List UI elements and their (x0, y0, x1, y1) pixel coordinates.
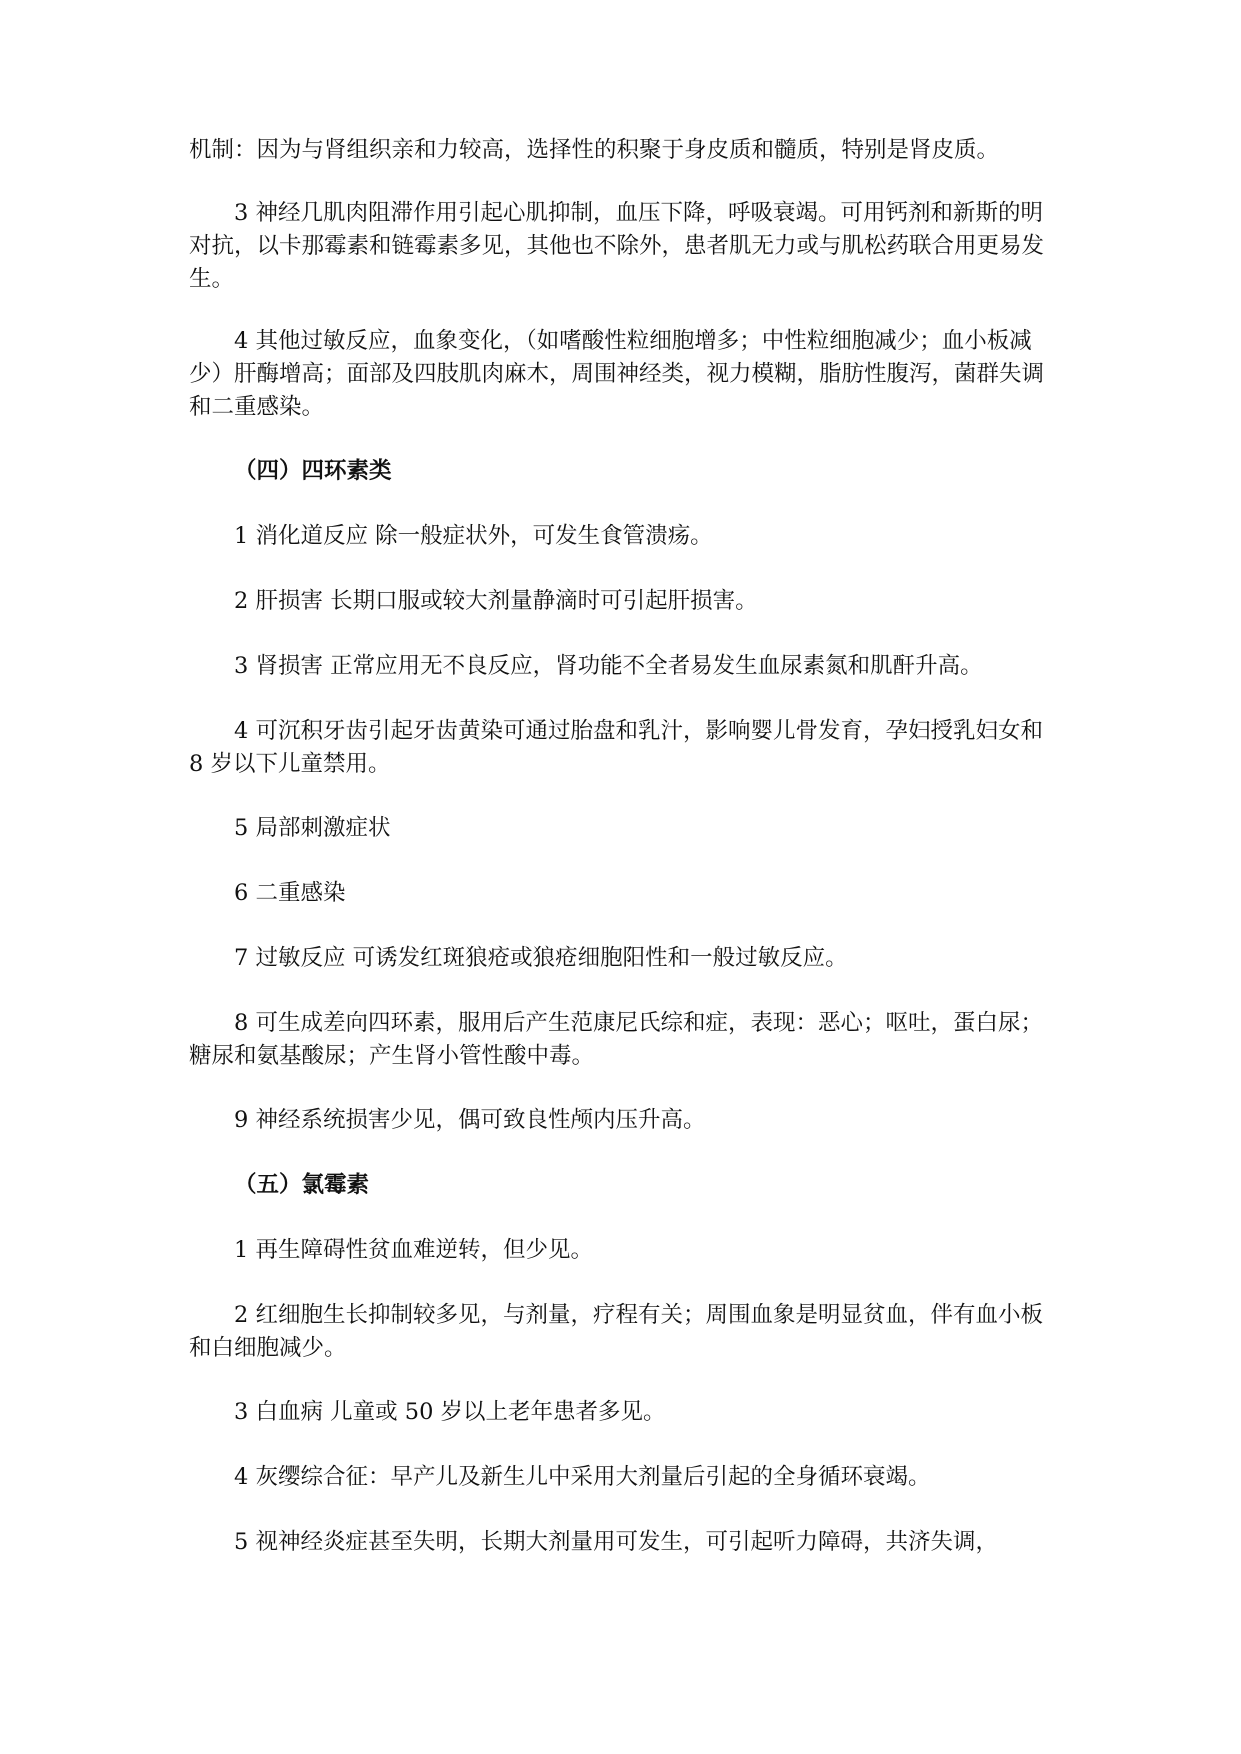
list-item: 2 肝损害 长期口服或较大剂量静滴时可引起肝损害。 (234, 588, 758, 614)
list-item: 4 可沉积牙齿引起牙齿黄染可通过胎盘和乳汁，影响婴儿骨发育，孕妇授乳妇女和 8 岁以下儿童禁用。 (189, 718, 1043, 777)
list-item: 2 红细胞生长抑制较多见，与剂量，疗程有关；周围血象是明显贫血，伴有血小板和白细胞减少。 (189, 1302, 1043, 1361)
list-item: 6 二重感染 (234, 880, 346, 906)
list-item: 5 局部刺激症状 (234, 815, 391, 841)
list-item: 7 过敏反应 可诱发红斑狼疮或狼疮细胞阳性和一般过敏反应。 (234, 945, 848, 971)
list-item: 3 白血病 儿童或 50 岁以上老年患者多见。 (234, 1399, 666, 1425)
list-item: 3 肾损害 正常应用无不良反应，肾功能不全者易发生血尿素氮和肌酐升高。 (234, 653, 983, 679)
section-heading-chloramphenicol: （五）氯霉素 (234, 1172, 370, 1198)
list-item: 8 可生成差向四环素，服用后产生范康尼氏综和症，表现：恶心；呕吐，蛋白尿；糖尿和氨基酸尿；产生肾小管性酸中毒。 (189, 1010, 1043, 1069)
list-item: 5 视神经炎症甚至失明，长期大剂量用可发生，可引起听力障碍，共济失调， (234, 1529, 998, 1555)
paragraph-mechanism: 机制：因为与肾组织亲和力较高，选择性的积聚于身皮质和髓质，特别是肾皮质。 (189, 137, 1000, 163)
section-heading-tetracycline: （四）四环素类 (234, 458, 392, 484)
list-item: 1 再生障碍性贫血难逆转，但少见。 (234, 1237, 593, 1263)
paragraph-item-3: 3 神经几肌肉阻滞作用引起心肌抑制，血压下降，呼吸衰竭。可用钙剂和新斯的明对抗，以卡那霉素和链霉素多见，其他也不除外，患者肌无力或与肌松药联合用更易发生。 (189, 200, 1045, 292)
list-item: 9 神经系统损害少见，偶可致良性颅内压升高。 (234, 1107, 706, 1133)
paragraph-item-4: 4 其他过敏反应，血象变化，（如嗜酸性粒细胞增多；中性粒细胞减少；血小板减少）肝酶增高；面部及四肢肌肉麻木，周围神经类，视力模糊，脂肪性腹泻，菌群失调和二重感染。 (189, 328, 1045, 420)
list-item: 1 消化道反应 除一般症状外，可发生食管溃疡。 (234, 523, 713, 549)
list-item: 4 灰缨综合征：早产儿及新生儿中采用大剂量后引起的全身循环衰竭。 (234, 1464, 931, 1490)
